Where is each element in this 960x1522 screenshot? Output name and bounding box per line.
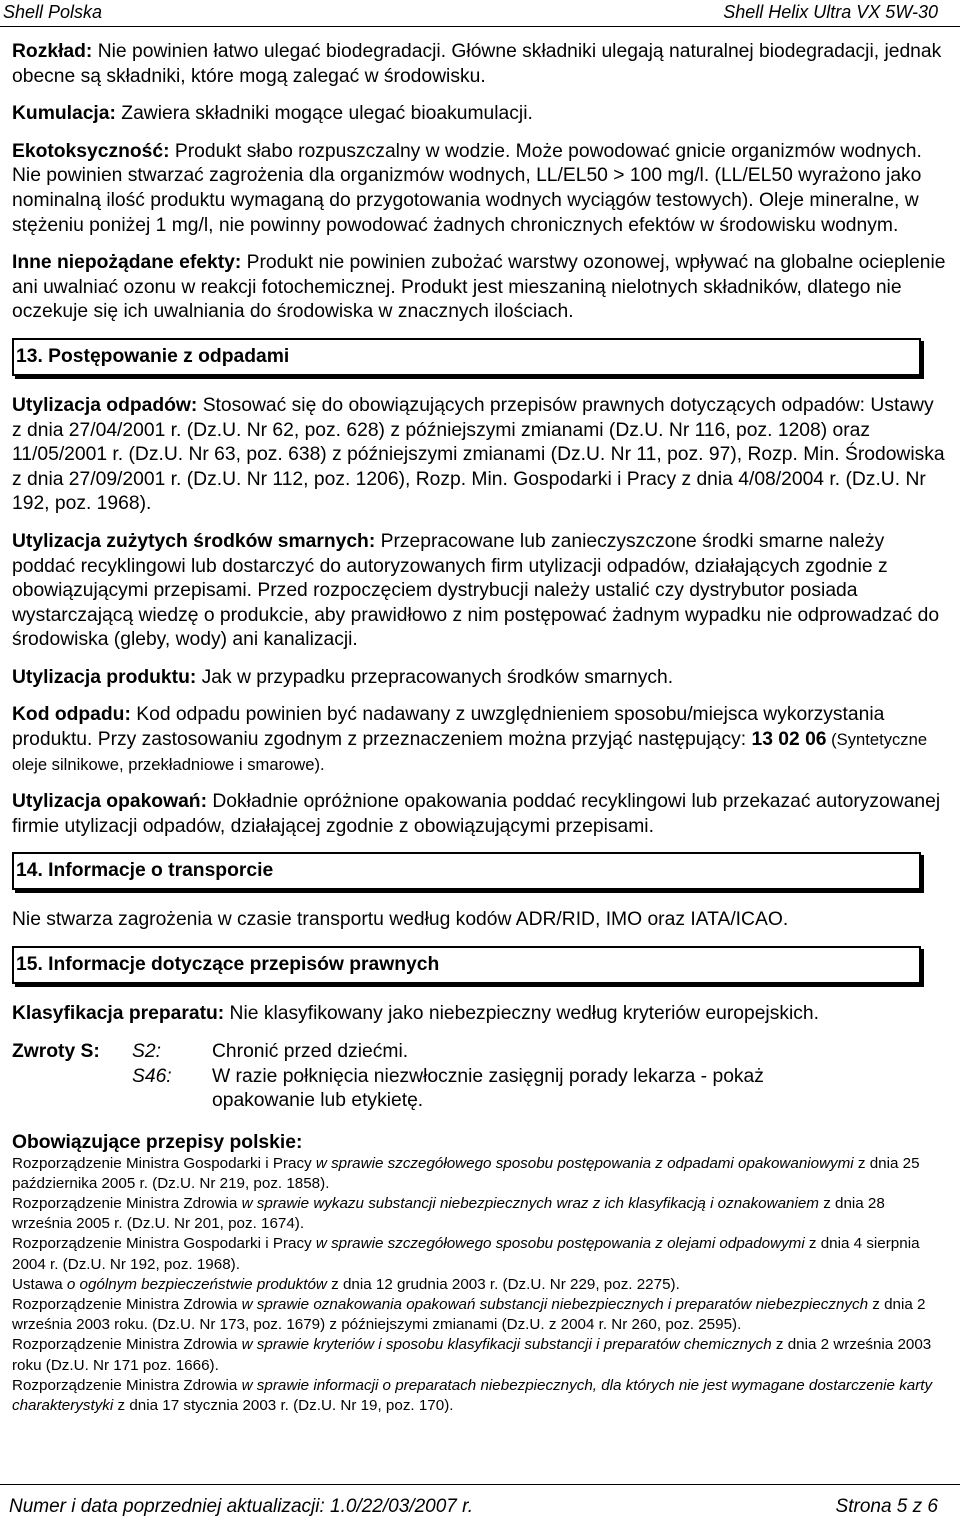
reg-authority: Ustawa — [12, 1275, 67, 1293]
opak-paragraph — [12, 790, 947, 839]
s-phrases-label: Zwroty S: — [12, 1040, 100, 1062]
reg-date: z dnia 4 sierpnia 2004 r. (Dz.U. Nr 192, poz. 1968). — [12, 1235, 920, 1273]
kod-paragraph — [12, 703, 947, 777]
document-body — [12, 40, 947, 1416]
klas-text: Nie klasyfikowany jako niebezpieczny według kryteriów europejskich. — [224, 1003, 819, 1025]
ekotoks-text: Produkt słabo rozpuszczalny w wodzie. Może powodować gnicie organizmów wodnych. Nie powinien stwarzać zagrożenia dla organizmów wodnych, LL/EL50 > 100 mg/l. (LL/EL50 wyrażono jako nominalną ilość produktu wymaganą do przygotowania wodnych wyciągów testowych). Oleje mineralne, w stężeniu poniżej 1 mg/l, nie powinny powodować żadnych chronicznych efektów w środowisku wodnym. — [12, 140, 922, 236]
kod-label: Kod odpadu: — [12, 704, 131, 726]
list-item — [12, 1275, 947, 1295]
s46-text: W razie połknięcia niezwłocznie zasięgnij porady lekarza - pokaż opakowanie lub etykietę. — [212, 1065, 764, 1112]
header-product: Shell Helix Ultra VX 5W-30 — [723, 2, 938, 22]
footer-page-number: Strona 5 z 6 — [835, 1496, 938, 1517]
footer-revision: Numer i data poprzedniej aktualizacji: 1.0/22/03/2007 r. — [9, 1496, 474, 1517]
kumulacja-label: Kumulacja: — [12, 103, 116, 125]
kod-text: Kod odpadu powinien być nadawany z uwzględnieniem sposobu/miejsca wykorzystania produktu. Przy zastosowaniu zgodnym z przeznaczeniem można przyjąć następujący: — [12, 704, 885, 751]
reg-authority: Rozporządzenie Ministra Zdrowia — [12, 1296, 242, 1314]
klas-label: Klasyfikacja preparatu: — [12, 1003, 225, 1025]
list-item — [12, 1194, 947, 1234]
produkt-paragraph — [12, 666, 947, 691]
rozklad-label: Rozkład: — [12, 41, 93, 62]
reg-title: w sprawie kryteriów i sposobu klasyfikacji substancji i preparatów chemicznych — [241, 1336, 772, 1354]
ekotoks-label: Ekotoksyczność: — [12, 140, 170, 162]
reg-authority: Rozporządzenie Ministra Zdrowia — [12, 1195, 242, 1213]
opak-label: Utylizacja opakowań: — [12, 791, 208, 813]
list-item — [12, 1295, 947, 1335]
s46-code: S46: — [132, 1065, 172, 1087]
odpady-paragraph — [12, 394, 947, 517]
reg-date: z dnia 12 grudnia 2003 r. (Dz.U. Nr 229, poz. 2275). — [326, 1275, 680, 1293]
s-phrases-block — [12, 1040, 947, 1120]
header-company: Shell Polska — [3, 2, 103, 22]
kumulacja-text: Zawiera składniki mogące ulegać bioakumulacji. — [115, 103, 533, 125]
reg-date: z dnia 25 października 2005 r. (Dz.U. Nr 219, poz. 1858). — [12, 1154, 920, 1192]
list-item — [12, 1376, 947, 1416]
reg-date: z dnia 2 września 2003 roku. (Dz.U. Nr 173, poz. 1679) z późniejszymi zmianami (Dz.U. z 2004 r. Nr 260, poz. 2595). — [12, 1296, 926, 1334]
klas-paragraph — [12, 1002, 947, 1027]
reg-title: w sprawie szczegółowego sposobu postępowania z olejami odpadowymi — [315, 1235, 805, 1253]
waste-code-description: (Syntetyczne oleje silnikowe, przekładniowe i smarowe). — [12, 730, 928, 774]
waste-code: 13 02 06 — [751, 729, 827, 751]
odpady-label: Utylizacja odpadów: — [12, 394, 198, 416]
reg-title: w sprawie oznakowania opakowań substancji niebezpiecznych i preparatów niebezpiecznych — [241, 1296, 869, 1314]
ekotoks-paragraph — [12, 140, 947, 238]
reg-date: z dnia 17 stycznia 2003 r. (Dz.U. Nr 19, poz. 170). — [113, 1397, 454, 1415]
list-item — [12, 1234, 947, 1274]
opak-text: Dokładnie opróżnione opakowania poddać recyklingowi lub przekazać autoryzowanej firmie utylizacji odpadów, działającej zgodnie z obowiązującymi przepisami. — [12, 791, 941, 837]
header-divider — [0, 26, 960, 27]
s2-code: S2: — [132, 1040, 161, 1062]
reg-title: w sprawie szczegółowego sposobu postępowania z odpadami opakowaniowymi — [315, 1154, 854, 1172]
list-item — [12, 1154, 947, 1194]
inne-paragraph — [12, 251, 947, 325]
transport-paragraph: Nie stwarza zagrożenia w czasie transportu według kodów ADR/RID, IMO oraz IATA/ICAO. — [12, 909, 789, 931]
odpady-text: Stosować się do obowiązujących przepisów prawnych dotyczących odpadów: Ustawy z dnia 27/04/2001 r. (Dz.U. Nr 62, poz. 628) z późniejszymi zmianami (Dz.U. Nr 116, poz. 1208) oraz 11/05/2001 r. (Dz.U. Nr 63, poz. 638) z późniejszymi zmianami (Dz.U. Nr 11, poz. 97), Rozp. Min. Środowiska z dnia 27/09/2001 r. (Dz.U. Nr 112, poz. 1206), Rozp. Min. Gospodarki i Pracy z dnia 4/08/2004 r. (Dz.U. Nr 192, poz. 1968). — [12, 394, 945, 515]
reg-date: z dnia 2 września 2003 roku (Dz.U. Nr 171 poz. 1666). — [12, 1336, 932, 1374]
kumulacja-paragraph — [12, 102, 947, 127]
section-14-heading: 14. Informacje o transporcie — [12, 852, 921, 890]
page-header — [0, 2, 960, 24]
reg-authority: Rozporządzenie Ministra Gospodarki i Pracy — [12, 1154, 316, 1172]
section-13-heading: 13. Postępowanie z odpadami — [12, 338, 921, 376]
polish-regulations-heading: Obowiązujące przepisy polskie: — [12, 1131, 303, 1153]
reg-title: w sprawie informacji o preparatach niebezpiecznych, dla których nie jest wymagane dostarczenie karty charakterystyki — [12, 1376, 933, 1415]
reg-authority: Rozporządzenie Ministra Gospodarki i Pracy — [12, 1235, 316, 1253]
smary-paragraph — [12, 530, 947, 653]
reg-authority: Rozporządzenie Ministra Zdrowia — [12, 1336, 242, 1354]
footer-divider — [0, 1484, 960, 1485]
produkt-text: Jak w przypadku przepracowanych środków smarnych. — [196, 666, 674, 688]
reg-title: o ogólnym bezpieczeństwie produktów — [66, 1275, 327, 1293]
smary-text: Przepracowane lub zanieczyszczone środki smarne należy poddać recyklingowi lub dostarczyć do autoryzowanych firm utylizacji odpadów, działających zgodnie z obowiązującymi przepisami. Przed rozpoczęciem dystrybucji należy ustalić czy dystrybutor posiada wystarczającą wiedzę o produkcie, aby prawidłowo z nim postępować żadnym wypadku nie odprowadzać do środowiska (gleby, wody) ani kanalizacji. — [12, 530, 940, 651]
smary-label: Utylizacja zużytych środków smarnych: — [12, 530, 376, 552]
section-15-heading: 15. Informacje dotyczące przepisów prawnych — [12, 946, 921, 984]
list-item — [12, 1335, 947, 1375]
reg-authority: Rozporządzenie Ministra Zdrowia — [12, 1376, 242, 1394]
reg-title: w sprawie wykazu substancji niebezpiecznych wraz z ich klasyfikacją i oznakowaniem — [241, 1195, 819, 1213]
rozklad-paragraph — [12, 40, 947, 89]
regulations-list — [12, 1154, 947, 1417]
inne-text: Produkt nie powinien zubożać warstwy ozonowej, wpływać na globalne ocieplenie ani uwalniać ozonu w reakcji fotochemicznej. Produkt jest mieszaniną nielotnych składników, dlatego nie oczekuje się ich uwalniania do środowiska w znacznych ilościach. — [12, 252, 946, 323]
reg-date: z dnia 28 września 2005 r. (Dz.U. Nr 201, poz. 1674). — [12, 1195, 885, 1233]
rozklad-text: Nie powinien łatwo ulegać biodegradacji. Główne składniki ulegają naturalnej biodegradacji, jednak obecne są składniki, które mogą zalegać w środowisku. — [12, 41, 942, 87]
s2-text: Chronić przed dziećmi. — [212, 1040, 409, 1062]
inne-label: Inne niepożądane efekty: — [12, 252, 242, 274]
produkt-label: Utylizacja produktu: — [12, 666, 197, 688]
